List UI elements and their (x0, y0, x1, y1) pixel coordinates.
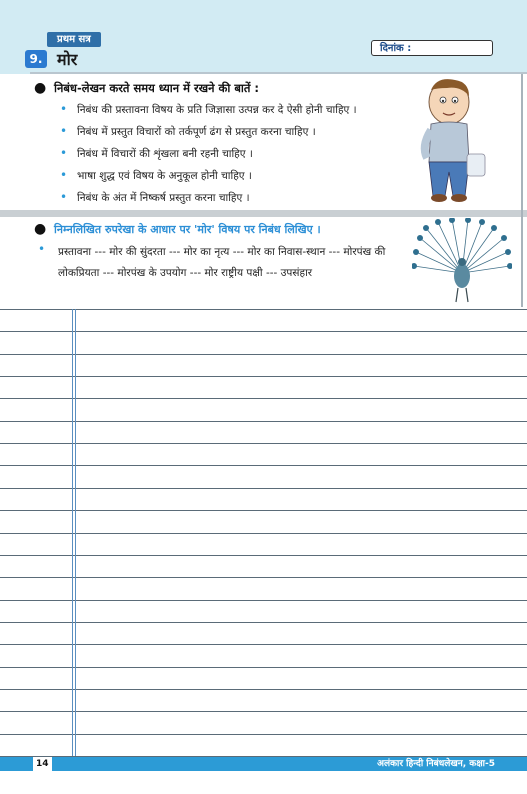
ruled-line (0, 644, 527, 645)
chapter-number: 9. (25, 50, 47, 68)
bullet-icon: • (60, 190, 68, 204)
list-item: • भाषा शुद्ध एवं विषय के अनुकूल होनी चाहिए । (60, 168, 252, 182)
bullet-icon: ● (34, 221, 47, 237)
list-item: • निबंध की प्रस्तावना विषय के प्रति जिज्ञासा उत्पन्न कर दे ऐसी होनी चाहिए । (60, 102, 357, 116)
right-border (521, 74, 523, 307)
bullet-icon: • (60, 124, 68, 138)
list-item: • निबंध में प्रस्तुत विचारों को तर्कपूर्ण ढंग से प्रस्तुत करना चाहिए । (60, 124, 316, 138)
tips-heading: निबंध-लेखन करते समय ध्यान में रखने की बातें : (54, 81, 260, 95)
ruled-line (0, 689, 527, 690)
essay-outline: प्रस्तावना --- मोर की सुंदरता --- मोर का नृत्य --- मोर का निवास-स्थान --- मोरपंख की लोकप्रियता --- मोरपंख के उपयोग --- मोर राष्ट्रीय पक्षी --- उपसंहार (58, 246, 386, 279)
ruled-line (0, 488, 527, 489)
date-field[interactable]: दिनांक : (371, 40, 493, 56)
bullet-icon: • (60, 168, 68, 182)
task-heading: निम्नलिखित रुपरेखा के आधार पर 'मोर' विषय पर निबंध लिखिए । (54, 223, 321, 236)
ruled-line (0, 376, 527, 377)
ruled-line (0, 354, 527, 355)
ruled-line (0, 600, 527, 601)
page-number: 14 (33, 757, 52, 771)
ruled-line (0, 577, 527, 578)
ruled-line (0, 421, 527, 422)
boy-illustration (407, 76, 497, 206)
bullet-icon: • (60, 146, 68, 160)
bullet-icon: • (38, 242, 46, 256)
ruled-line (0, 331, 527, 332)
margin-line (75, 309, 76, 756)
ruled-line (0, 398, 527, 399)
ruled-line (0, 622, 527, 623)
list-item: • निबंध में विचारों की शृंखला बनी रहनी चाहिए । (60, 146, 253, 160)
ruled-line (0, 734, 527, 735)
section-separator (0, 210, 527, 217)
book-title: अलंकार हिन्दी निबंधलेखन, कक्षा-5 (377, 759, 495, 769)
session-tag: प्रथम सत्र (47, 32, 101, 47)
ruled-line (0, 443, 527, 444)
ruled-line (0, 711, 527, 712)
bullet-icon: • (60, 102, 68, 116)
ruled-line (0, 465, 527, 466)
peacock-illustration (412, 218, 512, 303)
margin-line (72, 309, 73, 756)
ruled-line (0, 533, 527, 534)
ruled-line (0, 667, 527, 668)
ruled-line (0, 309, 527, 310)
bullet-icon: ● (34, 80, 47, 96)
ruled-line (0, 510, 527, 511)
ruled-line (0, 555, 527, 556)
header-divider (30, 72, 527, 74)
list-item: • निबंध के अंत में निष्कर्ष प्रस्तुत करना चाहिए । (60, 190, 250, 204)
chapter-title: मोर (57, 50, 78, 69)
tips-list (57, 103, 357, 213)
